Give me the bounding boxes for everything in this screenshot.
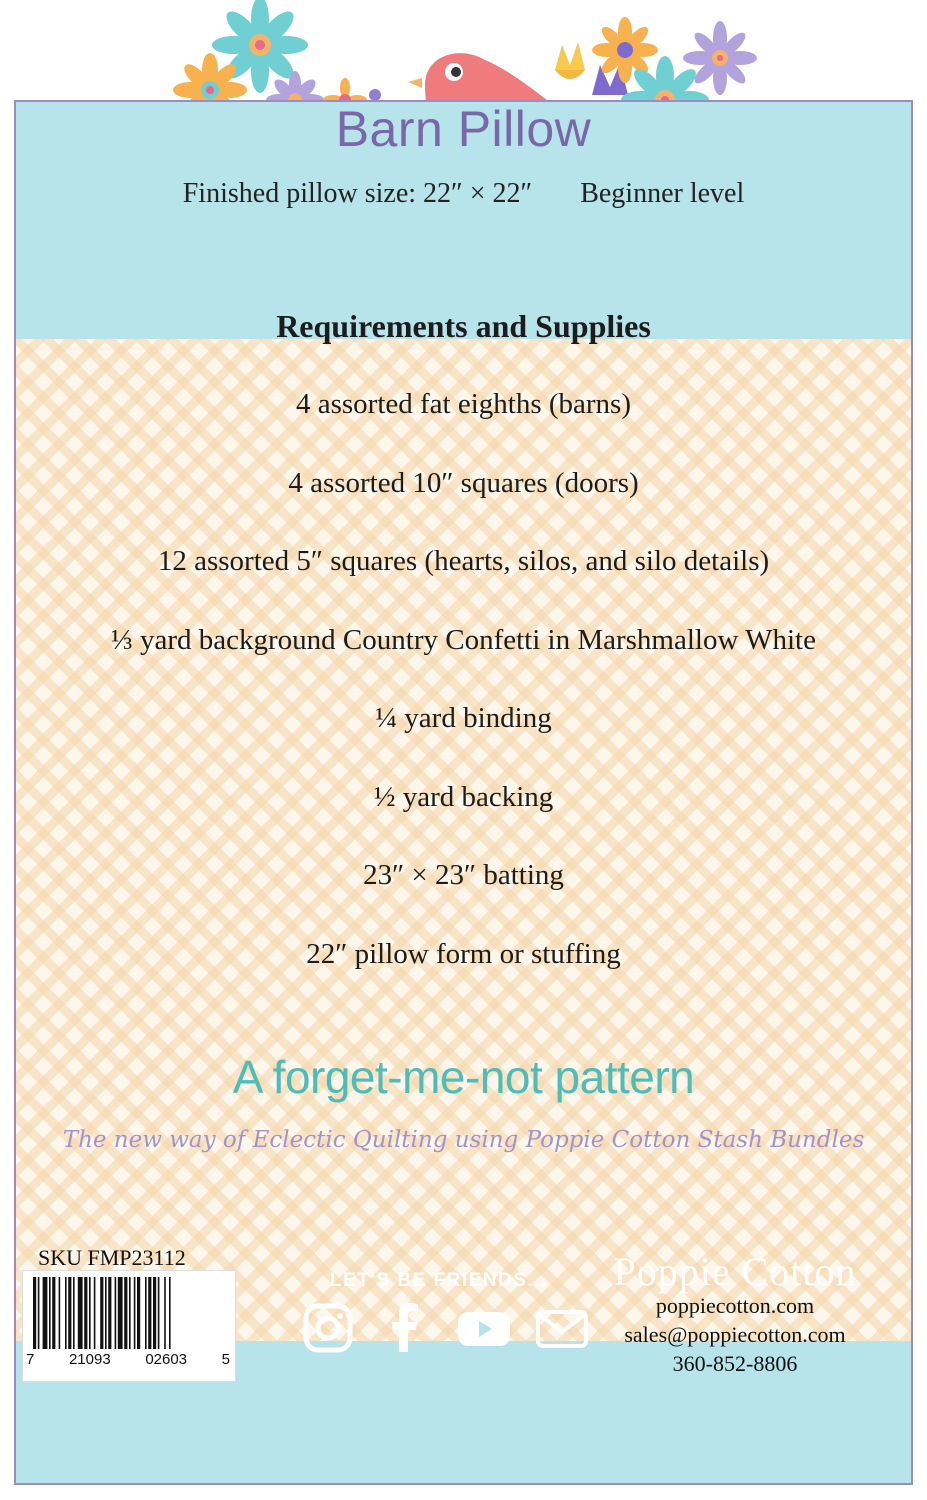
requirements-heading: Requirements and Supplies	[276, 308, 651, 344]
finished-size: Finished pillow size: 22″ × 22″	[182, 178, 533, 209]
email-link[interactable]: sales@poppiecotton.com	[624, 1322, 846, 1347]
social-icons	[300, 1300, 590, 1356]
facebook-icon[interactable]	[378, 1300, 434, 1356]
page-title: Barn Pillow	[335, 101, 592, 157]
barcode-digit: 7	[26, 1351, 35, 1368]
website-link[interactable]: poppiecotton.com	[655, 1293, 815, 1318]
list-item: 4 assorted fat eighths (barns)	[295, 388, 631, 420]
list-item: ½ yard backing	[373, 780, 554, 813]
list-item: 4 assorted 10″ squares (doors)	[288, 466, 639, 499]
brand-name: Poppie Cotton	[613, 1249, 857, 1294]
requirements-list	[0, 388, 927, 1016]
friends-label: LET'S BE FRIENDS...	[330, 1270, 548, 1291]
phone-number: 360-852-8806	[672, 1351, 798, 1376]
instagram-icon[interactable]	[300, 1300, 356, 1356]
youtube-icon[interactable]	[456, 1300, 512, 1356]
barcode-digits	[22, 1351, 234, 1368]
list-item: 23″ × 23″ batting	[363, 859, 564, 891]
list-item: 12 assorted 5″ squares (hearts, silos, and silo details)	[157, 545, 770, 577]
barcode-digit: 02603	[145, 1351, 188, 1368]
skill-level: Beginner level	[580, 178, 745, 209]
tagline-subtitle: The new way of Eclectic Quilting using Poppie Cotton Stash Bundles	[62, 1127, 865, 1153]
barcode-digit: 21093	[68, 1351, 111, 1368]
subtitle	[0, 178, 927, 210]
list-item: ¼ yard binding	[375, 702, 552, 734]
list-item: ⅓ yard background Country Confetti in Marshmallow White	[110, 623, 816, 656]
barcode-digit: 5	[221, 1351, 230, 1368]
sku-label: SKU FMP23112	[38, 1245, 186, 1270]
list-item: 22″ pillow form or stuffing	[306, 937, 621, 970]
email-icon[interactable]	[534, 1300, 590, 1356]
tagline: A forget-me-not pattern	[232, 1051, 695, 1103]
